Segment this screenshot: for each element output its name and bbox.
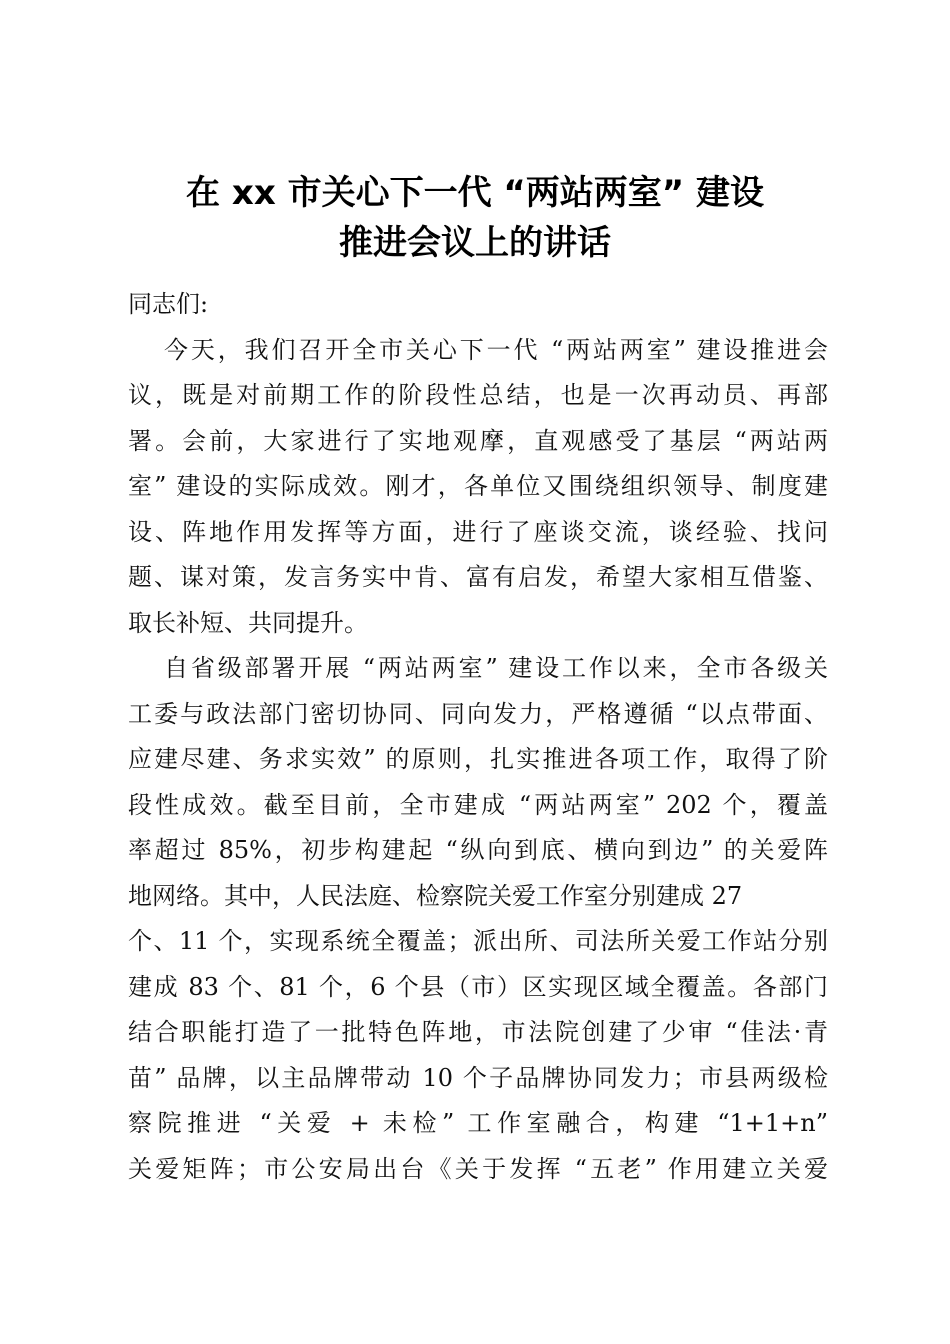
paragraph-line: 个、11 个，实现系统全覆盖；派出所、司法所关爱工作站分别 — [128, 927, 828, 955]
paragraph-1 — [128, 328, 828, 647]
paragraph-line: 苗” 品牌，以主品牌带动 10 个子品牌协同发力；市县两级检 — [128, 1063, 828, 1092]
paragraph-line: 察院推进 “关爱 + 未检” 工作室融合，构建 “1+1+n” — [128, 1109, 828, 1137]
paragraph-line: 取长补短、共同提升。 — [128, 608, 368, 637]
paragraph-line: 关爱矩阵；市公安局出台《关于发挥 “五老” 作用建立关爱 — [128, 1154, 828, 1183]
paragraph-line: 应建尽建、务求实效” 的原则，扎实推进各项工作，取得了阶 — [128, 745, 828, 773]
document-title — [0, 168, 950, 268]
paragraph-line: 题、谋对策，发言务实中肯、富有启发，希望大家相互借鉴、 — [128, 563, 828, 591]
paragraph-line: 地网络。其中，人民法庭、检察院关爱工作室分别建成 27 — [128, 881, 743, 910]
paragraph-line: 自省级部署开展 “两站两室” 建设工作以来，全市各级关 — [164, 654, 828, 682]
title-line-1: 在 xx 市关心下一代 “两站两室” 建设 — [186, 173, 764, 213]
paragraph-line: 室” 建设的实际成效。刚才，各单位又围绕组织领导、制度建 — [128, 472, 828, 500]
paragraph-line: 议，既是对前期工作的阶段性总结，也是一次再动员、再部 — [128, 381, 828, 409]
paragraph-2 — [128, 646, 828, 1192]
title-line-2: 推进会议上的讲话 — [339, 223, 611, 263]
paragraph-line: 署。会前，大家进行了实地观摩，直观感受了基层 “两站两 — [128, 426, 828, 455]
paragraph-line: 今天，我们召开全市关心下一代 “两站两室” 建设推进会 — [164, 335, 828, 364]
document-body — [128, 282, 828, 1192]
paragraph-line: 结合职能打造了一批特色阵地，市法院创建了少审 “佳法·青 — [128, 1018, 828, 1046]
paragraph-line: 段性成效。截至目前，全市建成 “两站两室” 202 个，覆盖 — [128, 790, 828, 819]
paragraph-line: 设、阵地作用发挥等方面，进行了座谈交流，谈经验、找问 — [128, 517, 828, 546]
salutation: 同志们: — [128, 290, 209, 318]
paragraph-line: 率超过 85%，初步构建起 “纵向到底、横向到边” 的关爱阵 — [128, 836, 828, 864]
paragraph-line: 工委与政法部门密切协同、同向发力，严格遵循 “以点带面、 — [128, 699, 828, 728]
paragraph-line: 建成 83 个、81 个，6 个县（市）区实现区域全覆盖。各部门 — [128, 972, 828, 1001]
